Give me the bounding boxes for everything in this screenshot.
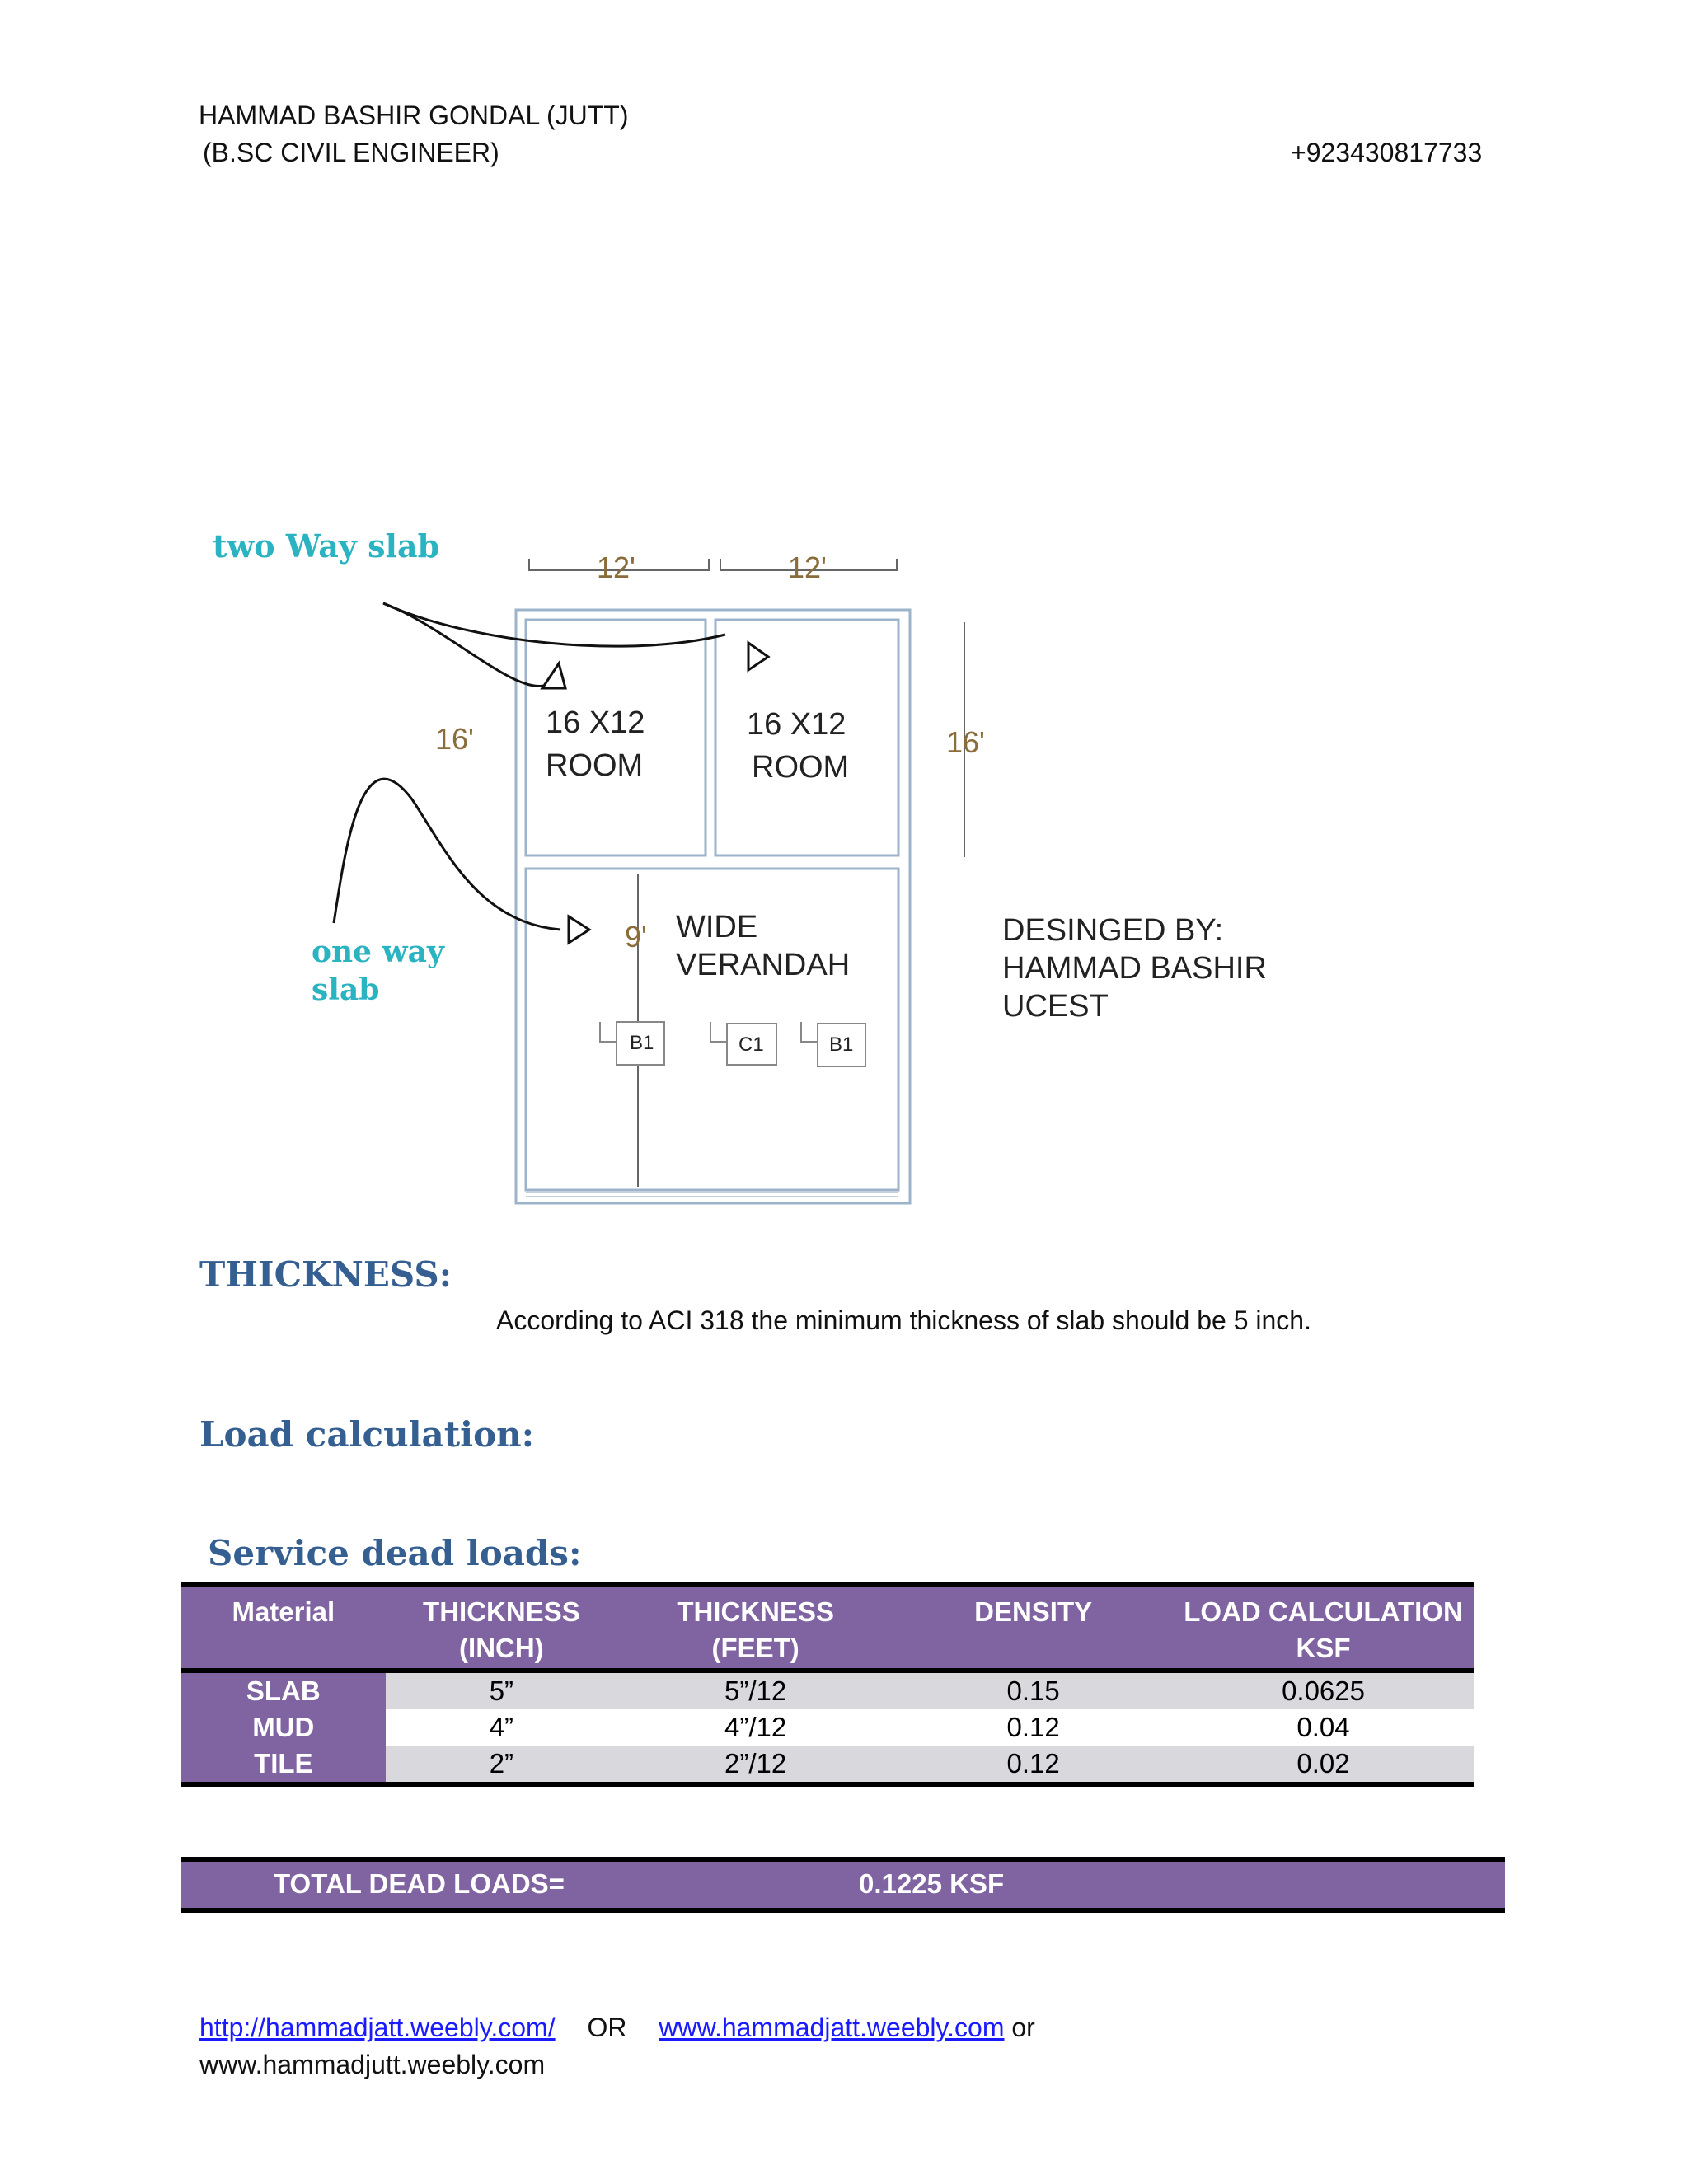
row-thickness-feet: 4”/12 xyxy=(617,1709,893,1746)
dimension-16-left: 16' xyxy=(435,722,474,756)
room1-size: 16 X12 xyxy=(546,705,645,740)
dimension-12-left: 12' xyxy=(597,551,635,584)
designer-line-2: HAMMAD BASHIR xyxy=(1002,951,1267,986)
verandah-label: VERANDAH xyxy=(676,948,851,982)
footer-link-3: www.hammadjutt.weebly.com xyxy=(199,2050,546,2079)
row-density: 0.15 xyxy=(893,1671,1173,1709)
row-thickness-inch: 4” xyxy=(386,1709,617,1746)
tag-b1-left: B1 xyxy=(630,1032,654,1054)
footer-link-1[interactable]: http://hammadjatt.weebly.com/ xyxy=(199,2013,556,2042)
total-label: TOTAL DEAD LOADS= xyxy=(274,1868,565,1899)
total-value: 0.1225 KSF xyxy=(859,1868,1005,1899)
table-header-thickness-inch: THICKNESS (INCH) xyxy=(386,1585,617,1671)
author-name: HAMMAD BASHIR GONDAL (JUTT) xyxy=(199,101,629,130)
annotation-arrows xyxy=(334,603,725,930)
one-way-slab-label: one way xyxy=(312,935,444,969)
row-load: 0.04 xyxy=(1173,1709,1474,1746)
thickness-heading: THICKNESS: xyxy=(199,1254,452,1295)
phone-number: +923430817733 xyxy=(1291,138,1483,167)
footer-or-2: or xyxy=(1011,2013,1035,2042)
table-row xyxy=(181,1746,1474,1784)
plan-walls xyxy=(516,610,910,1203)
dimension-12-right: 12' xyxy=(788,551,827,584)
designer-line-1: DESINGED BY: xyxy=(1002,913,1224,948)
row-load: 0.0625 xyxy=(1173,1671,1474,1709)
row-thickness-feet: 2”/12 xyxy=(617,1746,893,1784)
two-way-slab-label: two Way slab xyxy=(213,527,440,565)
table-header-load-calculation: LOAD CALCULATION KSF xyxy=(1173,1585,1474,1671)
room2-label: ROOM xyxy=(752,750,850,785)
row-thickness-inch: 5” xyxy=(386,1671,617,1709)
room1-label: ROOM xyxy=(546,748,644,783)
dead-loads-table xyxy=(181,1582,1474,1787)
wall-hatch xyxy=(526,1192,898,1197)
verandah-size: WIDE xyxy=(676,910,758,944)
table-row xyxy=(181,1671,1474,1709)
dimension-9: 9' xyxy=(625,920,647,954)
row-thickness-feet: 5”/12 xyxy=(617,1671,893,1709)
designer-line-3: UCEST xyxy=(1002,989,1109,1024)
author-degree: (B.SC CIVIL ENGINEER) xyxy=(203,138,499,167)
row-density: 0.12 xyxy=(893,1709,1173,1746)
table-header-density: DENSITY xyxy=(893,1585,1173,1671)
tag-c1: C1 xyxy=(738,1033,764,1056)
tag-b1-right: B1 xyxy=(829,1033,854,1056)
row-material: SLAB xyxy=(181,1671,386,1709)
row-material: MUD xyxy=(181,1709,386,1746)
row-density: 0.12 xyxy=(893,1746,1173,1784)
footer-line-1 xyxy=(199,2013,1035,2043)
room2-size: 16 X12 xyxy=(747,707,846,742)
row-thickness-inch: 2” xyxy=(386,1746,617,1784)
table-header-thickness-feet: THICKNESS (FEET) xyxy=(617,1585,893,1671)
footer-or-1: OR xyxy=(587,2013,627,2042)
load-calculation-heading: Load calculation: xyxy=(199,1414,535,1455)
service-dead-loads-heading: Service dead loads: xyxy=(208,1533,582,1573)
table-header-material: Material xyxy=(181,1585,386,1671)
arrow-heads xyxy=(542,643,768,943)
dimension-16-right: 16' xyxy=(946,725,985,759)
table-row xyxy=(181,1709,1474,1746)
row-load: 0.02 xyxy=(1173,1746,1474,1784)
total-dead-loads-bar xyxy=(181,1857,1505,1913)
footer-link-2[interactable]: www.hammadjatt.weebly.com xyxy=(659,2013,1005,2042)
row-material: TILE xyxy=(181,1746,386,1784)
thickness-text: According to ACI 318 the minimum thickness of slab should be 5 inch. xyxy=(496,1305,1311,1335)
one-way-slab-label-2: slab xyxy=(312,972,380,1007)
